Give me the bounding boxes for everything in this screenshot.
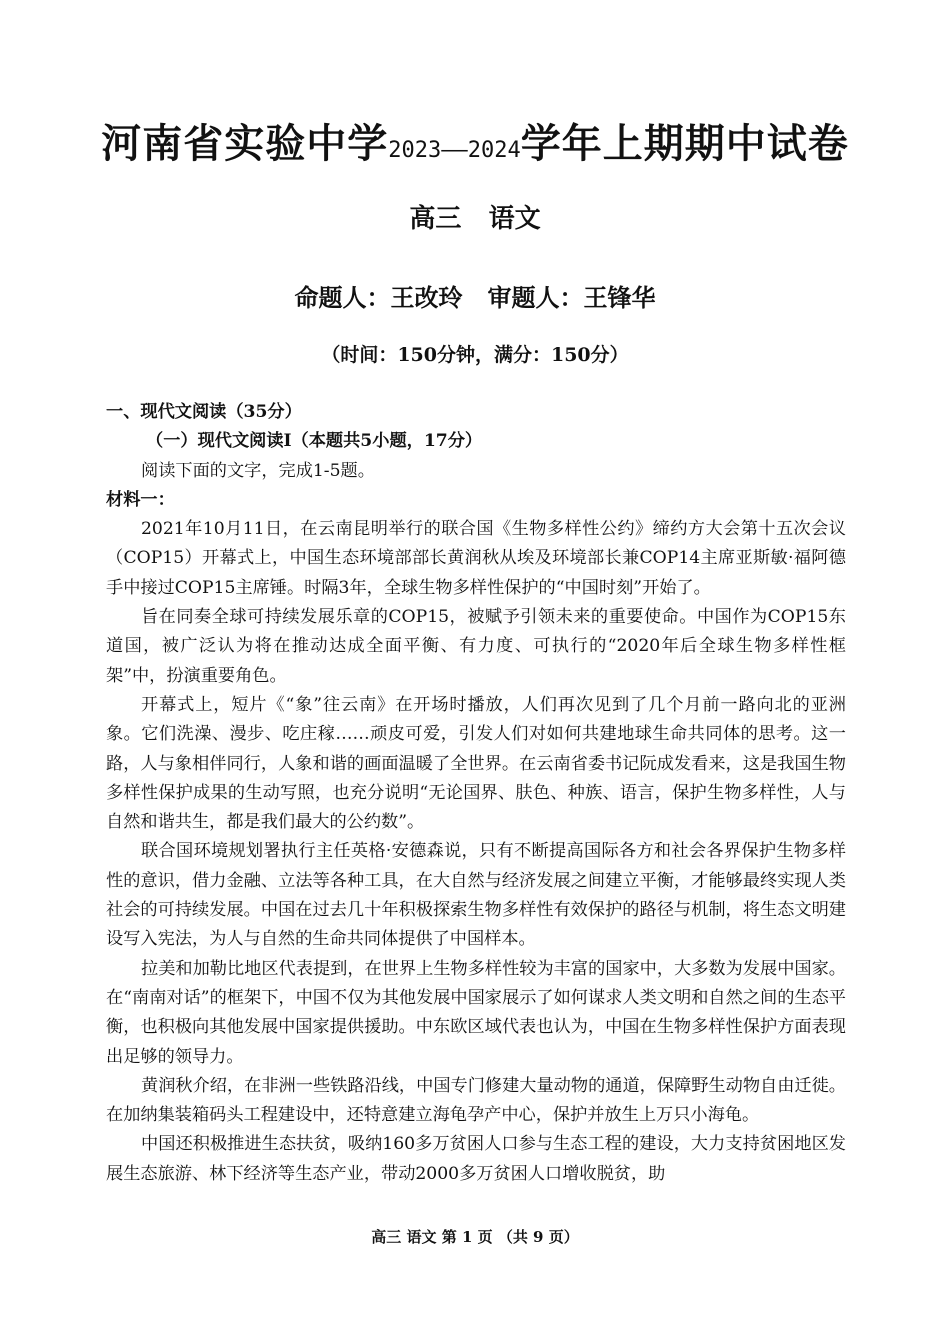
title-suffix: 学年上期期中试卷 bbox=[520, 120, 849, 167]
grade-subject: 高三 语文 bbox=[409, 204, 541, 234]
section-body bbox=[106, 398, 846, 1189]
section-heading: 一、现代文阅读（35分） bbox=[106, 402, 302, 422]
exam-authors: 命题人：王改玲 审题人：王锋华 bbox=[294, 283, 656, 312]
reading-instruction: 阅读下面的文字，完成1-5题。 bbox=[141, 460, 375, 481]
exam-time-info: （时间：150分钟，满分：150分） bbox=[321, 344, 629, 366]
page-footer: 高三 语文 第 1 页 （共 9 页） bbox=[371, 1228, 579, 1246]
paragraph: 黄润秋介绍，在非洲一些铁路沿线，中国专门修建大量动物的通道，保障野生动物自由迁徙。在加纳集装箱码头工程建设中，还特意建立海龟孕产中心，保护并放生上万只小海龟。 bbox=[106, 1075, 846, 1126]
material-label: 材料一： bbox=[106, 489, 175, 510]
paragraph: 拉美和加勒比地区代表提到，在世界上生物多样性较为丰富的国家中，大多数为发展中国家。在“南南对话”的框架下，中国不仅为其他发展中国家展示了如何谋求人类文明和自然之间的生态平衡，也积极向其他发展中国家提供援助。中东欧区域代表也认为，中国在生物多样性保护方面表现出足够的领导力。 bbox=[106, 958, 846, 1067]
title-years: 2023——2024 bbox=[388, 138, 521, 163]
paragraph: 2021年10月11日，在云南昆明举行的联合国《生物多样性公约》缔约方大会第十五次会议（COP15）开幕式上，中国生态环境部部长黄润秋从埃及环境部长兼COP14主席亚斯敏·福阿德手中接过COP15主席锤。时隔3年，全球生物多样性保护的“中国时刻”开始了。 bbox=[106, 519, 846, 598]
title-prefix: 河南省实验中学 bbox=[101, 120, 389, 167]
paragraph: 开幕式上，短片《“象”往云南》在开场时播放，人们再次见到了几个月前一路向北的亚洲象。它们洗澡、漫步、吃庄稼……顽皮可爱，引发人们对如何共建地球生命共同体的思考。这一路，人与象相伴同行，人象和谐的画面温暖了全世界。在云南省委书记阮成发看来，这是我国生物多样性保护成果的生动写照，也充分说明“无论国界、肤色、种族、语言，保护生物多样性，人与自然和谐共生，都是我们最大的公约数”。 bbox=[106, 694, 846, 833]
paragraph: 联合国环境规划署执行主任英格·安德森说，只有不断提高国际各方和社会各界保护生物多样性的意识，借力金融、立法等各种工具，在大自然与经济发展之间建立平衡，才能够最终实现人类社会的可持续发展。中国在过去几十年积极探索生物多样性有效保护的路径与机制，将生态文明建设写入宪法，为人与自然的生命共同体提供了中国样本。 bbox=[106, 841, 846, 950]
paragraph: 旨在同奏全球可持续发展乐章的COP15，被赋予引领未来的重要使命。中国作为COP15东道国，被广泛认为将在推动达成全面平衡、有力度、可执行的“2020年后全球生物多样性框架”中，扮演重要角色。 bbox=[106, 607, 846, 686]
section-subheading: （一）现代文阅读Ⅰ（本题共5小题，17分） bbox=[146, 431, 483, 452]
exam-title bbox=[0, 112, 950, 169]
paragraph: 中国还积极推进生态扶贫，吸纳160多万贫困人口参与生态工程的建设，大力支持贫困地区发展生态旅游、林下经济等生态产业，带动2000多万贫困人口增收脱贫，助 bbox=[106, 1134, 846, 1184]
